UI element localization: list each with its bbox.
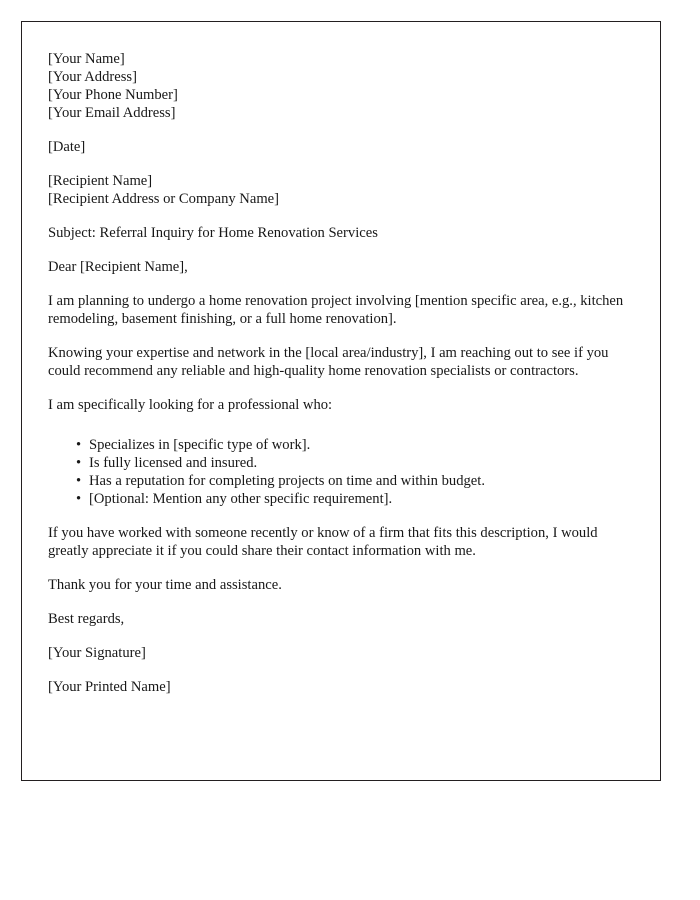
list-item (48, 472, 634, 490)
list-item (48, 436, 634, 454)
date-line: [Date] (48, 139, 86, 155)
requirements-list (48, 436, 634, 508)
signature-placeholder-line: [Your Signature] (48, 645, 146, 661)
list-item-label: Has a reputation for completing projects on time and within budget. (89, 473, 485, 489)
body-paragraph-1: I am planning to undergo a home renovation project involving [mention specific area, e.g., kitchen remodeling, basement finishing, or a full home renovation]. (48, 293, 624, 327)
salutation-line: Dear [Recipient Name], (48, 259, 188, 275)
bullet-point-icon: • (76, 455, 82, 471)
body-paragraph-2: Knowing your expertise and network in the [local area/industry], I am reaching out to see if you could recommend any reliable and high-quality home renovation specialists or contractors. (48, 345, 609, 379)
closing-line: Best regards, (48, 611, 125, 627)
bullet-point-icon: • (76, 491, 82, 507)
sender-address-block (48, 50, 634, 122)
date-block (48, 138, 634, 156)
list-item-label: Specializes in [specific type of work]. (89, 437, 311, 453)
recipient-company-line: [Recipient Address or Company Name] (48, 191, 280, 207)
list-item-label: Is fully licensed and insured. (89, 455, 258, 471)
letter-sheet (21, 21, 661, 781)
sender-email-line: [Your Email Address] (48, 105, 176, 121)
sender-address-line: [Your Address] (48, 69, 137, 85)
sender-name-line: [Your Name] (48, 51, 125, 67)
list-intro-line: I am specifically looking for a professional who: (48, 397, 333, 413)
body-paragraph-4: Thank you for your time and assistance. (48, 577, 282, 593)
subject-line: Subject: Referral Inquiry for Home Renovation Services (48, 225, 378, 241)
recipient-address-block (48, 172, 634, 208)
bullet-point-icon: • (76, 437, 82, 453)
list-item (48, 490, 634, 508)
letter-content (48, 50, 634, 712)
body-paragraph-3: If you have worked with someone recently or know of a firm that fits this description, I would greatly appreciate it if you could share their contact information with me. (48, 525, 598, 559)
printed-name-line: [Your Printed Name] (48, 679, 171, 695)
bullet-point-icon: • (76, 473, 82, 489)
list-item-label: [Optional: Mention any other specific requirement]. (89, 491, 393, 507)
recipient-name-line: [Recipient Name] (48, 173, 153, 189)
sender-phone-line: [Your Phone Number] (48, 87, 178, 103)
list-item (48, 454, 634, 472)
